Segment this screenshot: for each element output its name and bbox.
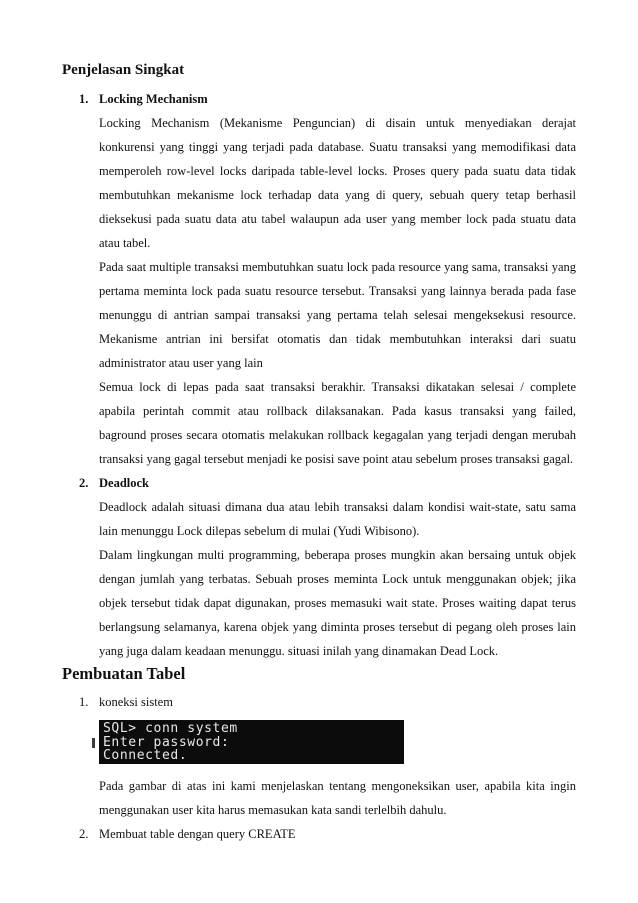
table-creation-list <box>62 690 576 846</box>
paragraph: Pada saat multiple transaksi membutuhkan suatu lock pada resource yang sama, transaksi yang pertama meminta lock pada suatu resource tersebut. Transaksi yang lainnya berada pada fase menunggu di antrian sampai transaksi yang pertama telah selesai mengeksekusi resource. Mekanisme antrian ini bersifat otomatis dan tidak membutuhkan interaksi dari suatu administrator atau user yang lain <box>99 260 576 370</box>
terminal-line: Connected. <box>103 748 188 763</box>
list-number: 2. <box>79 827 89 841</box>
paragraph: Deadlock adalah situasi dimana dua atau lebih transaksi dalam kondisi wait-state, satu sama lain menunggu Lock dilepas sebelum di mulai (Yudi Wibisono). <box>99 500 576 538</box>
list-number: 1. <box>79 92 89 106</box>
paragraph: Dalam lingkungan multi programming, beberapa proses mungkin akan bersaing untuk objek dengan jumlah yang terbatas. Sebuah proses meminta Lock untuk menggunakan objek; jika objek tersebut tidak dapat digunakan, proses memasuki wait state. Proses waiting dapat terus berlangsung selamanya, karena objek yang diminta proses tersebut di pegang oleh proses lain yang juga dalam keadaan menunggu. situasi inilah yang dinamakan Dead Lock. <box>99 548 576 658</box>
item-title-koneksi-sistem: koneksi sistem <box>99 695 173 709</box>
terminal-screenshot <box>99 720 404 764</box>
paragraph: Locking Mechanism (Mekanisme Penguncian) di disain untuk menyediakan derajat konkurensi yang tinggi yang terjadi pada database. Suatu transaksi yang memodifikasi data memperoleh row-level locks daripada table-level locks. Proses query pada suatu data tidak membutuhkan mekanisme lock terhadap data yang di query, sebuah query tetap berhasil dieksekusi pada suatu data atu tabel walaupun ada user yang member lock pada stuatu data atau tabel. <box>99 116 576 250</box>
paragraph: Pada gambar di atas ini kami menjelaskan tentang mengoneksikan user, apabila kita ingin menggunakan user kita harus memasukan kata sandi terlelbih dahulu. <box>99 779 576 817</box>
terminal-line: SQL> conn system <box>103 721 238 736</box>
terminal-line: Enter password: <box>103 734 230 750</box>
list-number: 1. <box>79 695 89 709</box>
section-title-pembuatan-tabel: Pembuatan Tabel <box>62 664 186 683</box>
list-number: 2. <box>79 476 89 490</box>
list-item-deadlock <box>62 471 576 663</box>
list-item-membuat-table <box>62 822 576 846</box>
paragraph: Semua lock di lepas pada saat transaksi berakhir. Transaksi dikatakan selesai / complete apabila perintah commit atau rollback dilaksanakan. Pada kasus transaksi yang failed, baground proses secara otomatis melakukan rollback kegagalan yang terjadi dengan merubah transaksi yang gagal tersebut menjadi ke posisi save point atau sebelum proses transaksi gagal. <box>99 380 576 466</box>
list-item-koneksi-sistem <box>62 690 576 822</box>
caret-mark <box>92 738 95 748</box>
explanation-list <box>62 87 576 663</box>
terminal-wrapper <box>99 720 576 764</box>
item-title-locking-mechanism: Locking Mechanism <box>99 92 208 106</box>
list-item-locking-mechanism <box>62 87 576 471</box>
section-title-penjelasan-singkat: Penjelasan Singkat <box>62 62 185 78</box>
item-title-deadlock: Deadlock <box>99 476 149 490</box>
item-title-membuat-table: Membuat table dengan query CREATE <box>99 827 296 841</box>
